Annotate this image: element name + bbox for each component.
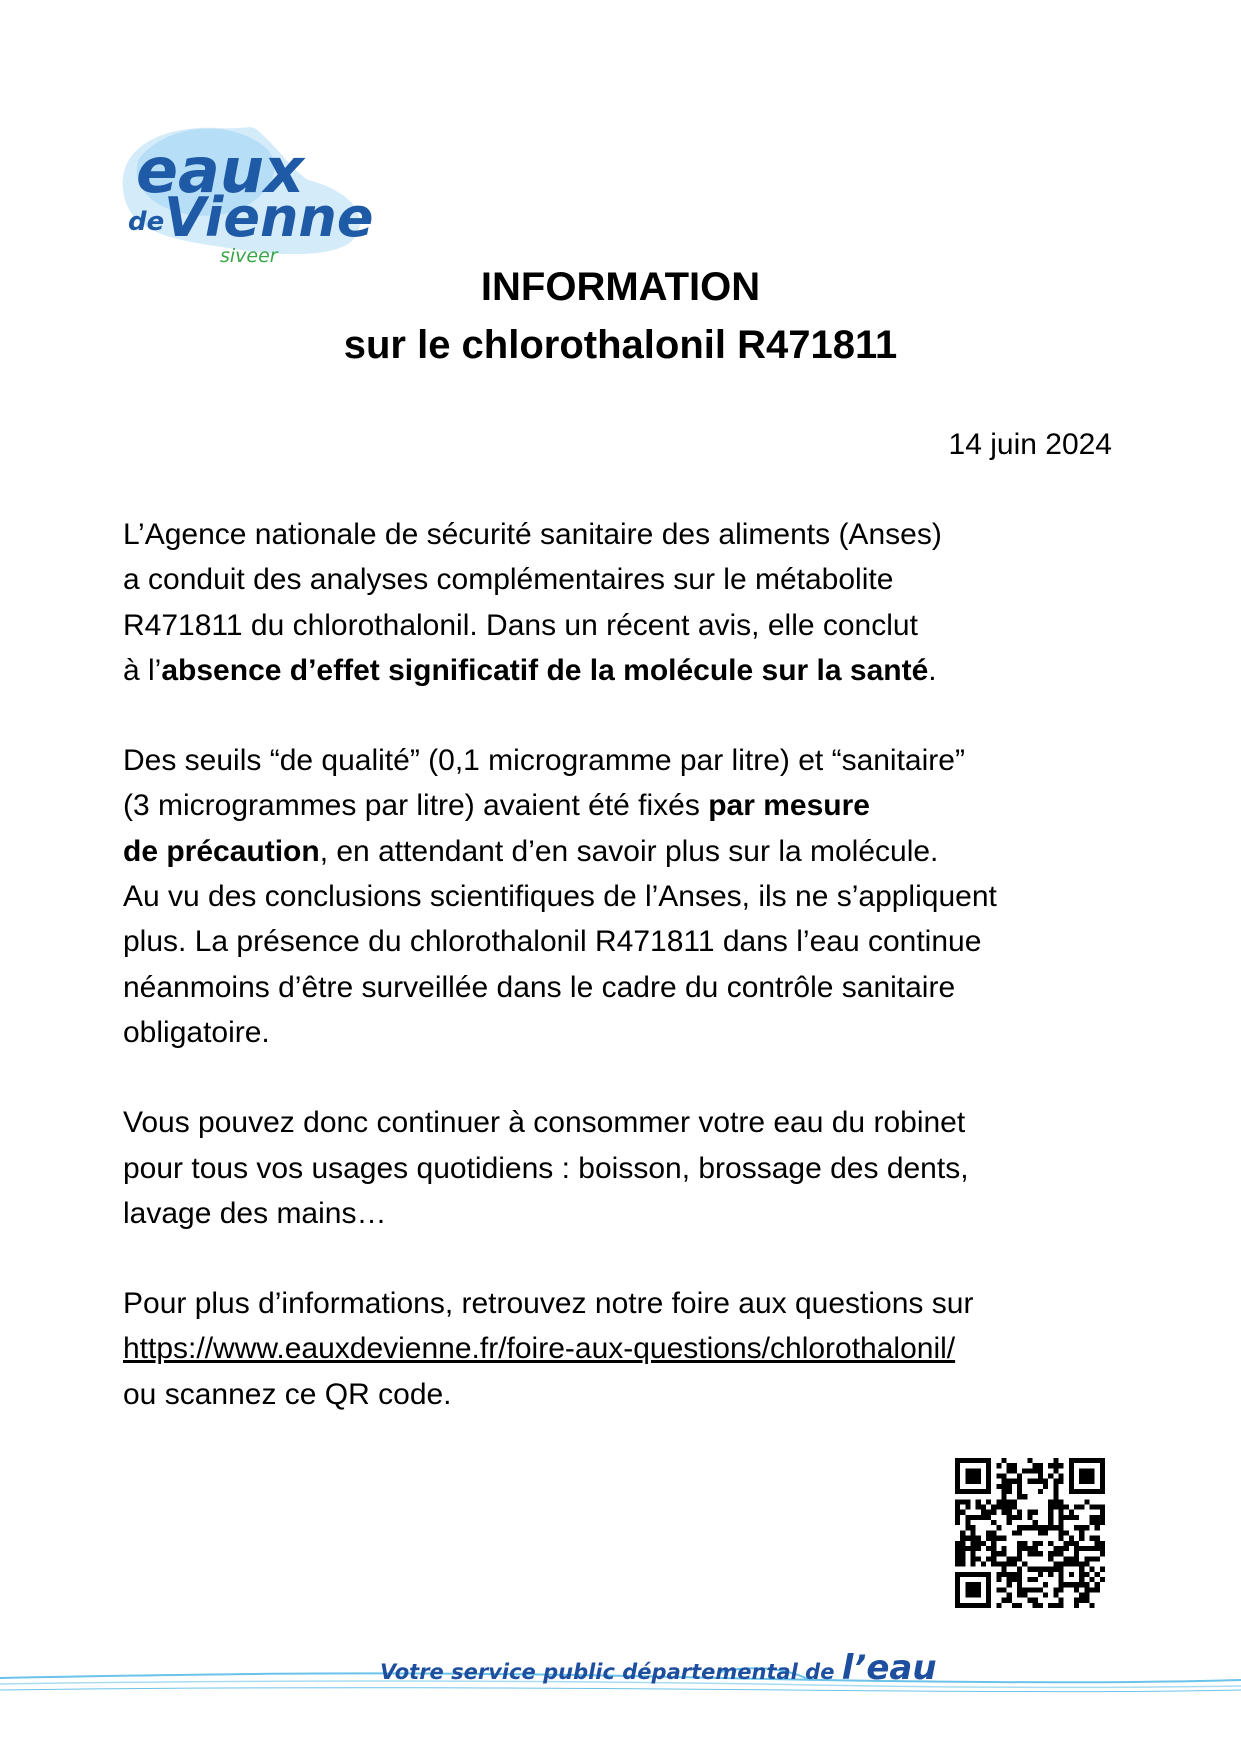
p2-bold-1: par mesure xyxy=(708,789,870,823)
p1-line-3: R471811 du chlorothalonil. Dans un récent avis, elle conclut xyxy=(123,608,918,642)
paragraph-more-info xyxy=(123,1281,1123,1417)
page-title xyxy=(0,258,1241,374)
p2-bold-2: de précaution xyxy=(123,834,320,868)
logo-text-de: de xyxy=(128,207,165,237)
p4-line-3: ou scannez ce QR code. xyxy=(123,1377,452,1411)
footer-tagline xyxy=(380,1648,937,1688)
p1-line-1: L’Agence nationale de sécurité sanitaire des aliments (Anses) xyxy=(123,518,942,551)
p2-line-6: néanmoins d’être surveillée dans le cadre du contrôle sanitaire xyxy=(123,970,956,1004)
document-body xyxy=(123,512,1123,1462)
p1-line-2: a conduit des analyses complémentaires sur le métabolite xyxy=(123,563,894,597)
document-date: 14 juin 2024 xyxy=(948,428,1112,461)
p1-line-4-prefix: à l’ xyxy=(123,653,162,687)
paragraph-anses-conclusion xyxy=(123,512,1123,693)
logo-text-vienne: Vienne xyxy=(164,186,374,249)
paragraph-thresholds xyxy=(123,738,1123,1055)
title-line-2: sur le chlorothalonil R471811 xyxy=(343,323,898,367)
p2-line-4: Au vu des conclusions scientifiques de l’Anses, ils ne s’appliquent xyxy=(123,880,997,914)
faq-link[interactable]: https://www.eauxdevienne.fr/foire-aux-questions/chlorothalonil/ xyxy=(123,1332,956,1366)
p1-line-4-suffix: . xyxy=(928,653,937,687)
footer-tagline-text: Votre service public départemental de xyxy=(380,1660,842,1684)
p1-bold-conclusion: absence d’effet significatif de la molécule sur la santé xyxy=(161,653,929,687)
p2-line-3-suffix: , en attendant d’en savoir plus sur la molécule. xyxy=(319,834,939,868)
qr-code-icon[interactable] xyxy=(955,1458,1105,1608)
p4-line-1: Pour plus d’informations, retrouvez notre foire aux questions sur xyxy=(123,1287,974,1321)
p3-line-1: Vous pouvez donc continuer à consommer votre eau du robinet xyxy=(123,1106,966,1140)
footer-tagline-eau: l’eau xyxy=(841,1648,937,1688)
p2-line-5: plus. La présence du chlorothalonil R471811 dans l’eau continue xyxy=(123,925,982,959)
logo-text-eaux: eaux xyxy=(136,134,305,207)
logo-text-siveer: siveer xyxy=(220,245,278,267)
p2-line-2-prefix: (3 microgrammes par litre) avaient été fixés xyxy=(123,789,709,823)
title-line-1: INFORMATION xyxy=(480,265,761,309)
p2-line-7: obligatoire. xyxy=(123,1015,270,1049)
footer xyxy=(0,1640,1241,1720)
paragraph-consumption xyxy=(123,1100,1123,1236)
p2-line-1: Des seuils “de qualité” (0,1 microgramme par litre) et “sanitaire” xyxy=(123,744,965,778)
eaux-de-vienne-logo xyxy=(118,120,388,280)
p3-line-3: lavage des mains… xyxy=(123,1196,387,1230)
p3-line-2: pour tous vos usages quotidiens : boisson, brossage des dents, xyxy=(123,1151,969,1185)
